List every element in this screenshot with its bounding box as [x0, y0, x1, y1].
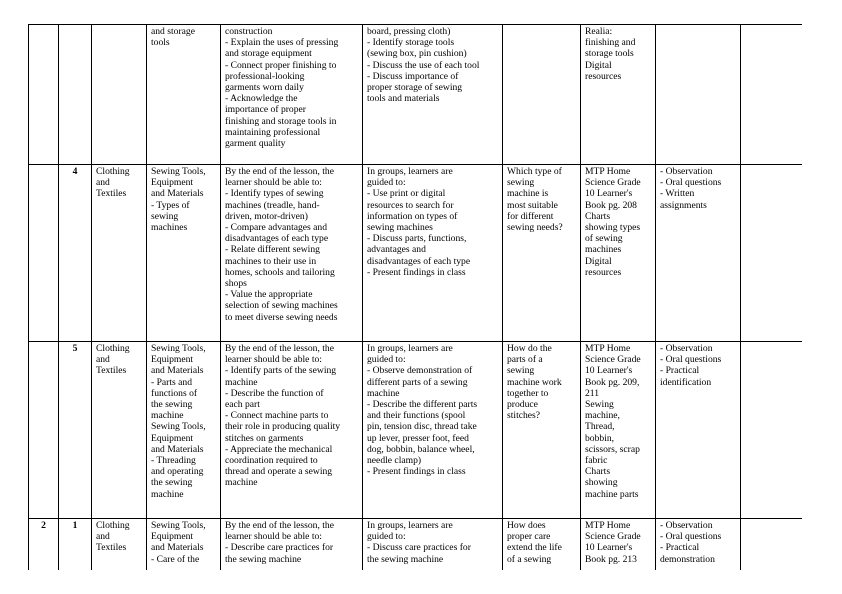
- remarks-cell: [741, 165, 803, 342]
- cell-line: By the end of the lesson, the: [225, 166, 334, 177]
- cell-line: - Oral questions: [660, 531, 722, 543]
- cell-line: - Connect proper finishing to: [225, 59, 337, 71]
- strand-cell: [92, 519, 147, 571]
- lesson-cell: 5: [59, 342, 92, 519]
- table-row: [29, 25, 803, 165]
- cell-line: sewing machines: [367, 222, 433, 234]
- cell-line: Book pg. 213: [585, 553, 637, 565]
- cell-line: disadvantages of each type: [225, 233, 329, 245]
- cell-line: machine parts: [585, 488, 639, 500]
- cell-line: Science Grade: [585, 531, 641, 543]
- cell-line: Clothing: [96, 520, 130, 531]
- cell-line: Textiles: [96, 365, 127, 377]
- cell-line: proper storage of sewing: [367, 82, 463, 94]
- cell-line: each part: [225, 399, 260, 411]
- cell-line: How do the: [507, 343, 552, 354]
- cell-line: machine: [151, 488, 184, 500]
- key-inquiry-question-cell: [503, 25, 581, 165]
- cell-line: coordination required to: [225, 455, 318, 467]
- cell-line: - Present findings in class: [367, 466, 466, 478]
- cell-line: proper care: [507, 531, 551, 543]
- cell-line: Equipment: [151, 354, 194, 366]
- cell-line: up lever, presser foot, feed: [367, 432, 469, 444]
- cell-line: bobbin,: [585, 432, 615, 444]
- cell-line: the sewing: [151, 477, 193, 489]
- cell-line: - Present findings in class: [367, 266, 466, 278]
- cell-line: learner should be able to:: [225, 531, 322, 543]
- cell-line: storage tools: [585, 48, 634, 60]
- scheme-of-work-table: [28, 24, 802, 570]
- cell-line: Equipment: [151, 432, 194, 444]
- cell-line: and: [96, 177, 110, 189]
- learning-outcomes-cell: [221, 342, 363, 519]
- learning-experiences-cell: [363, 342, 503, 519]
- cell-line: - Acknowledge the: [225, 93, 298, 105]
- cell-line: 10 Learner's: [585, 542, 633, 554]
- cell-line: machines (treadle, hand-: [225, 199, 320, 211]
- cell-line: - Describe care practices for: [225, 542, 334, 554]
- cell-line: and Materials: [151, 542, 204, 554]
- cell-line: Which type of: [507, 166, 562, 177]
- cell-line: stitches?: [507, 410, 541, 422]
- cell-line: - Care of the: [151, 553, 200, 565]
- cell-line: the sewing machine: [367, 553, 444, 565]
- learning-experiences-cell: [363, 519, 503, 571]
- cell-line: - Describe the function of: [225, 387, 324, 399]
- cell-line: - Discuss parts, functions,: [367, 233, 467, 245]
- cell-line: different parts of a sewing: [367, 376, 468, 388]
- cell-line: Clothing: [96, 166, 130, 177]
- cell-line: together to: [507, 387, 549, 399]
- cell-line: machine: [151, 410, 184, 422]
- cell-line: fabric: [585, 455, 608, 467]
- cell-line: Digital: [585, 255, 612, 267]
- lesson-cell: 4: [59, 165, 92, 342]
- cell-line: - Types of: [151, 199, 190, 211]
- cell-line: - Discuss importance of: [367, 70, 459, 82]
- cell-line: How does: [507, 520, 546, 531]
- cell-line: guided to:: [367, 354, 406, 366]
- cell-line: - Observation: [660, 520, 713, 531]
- cell-line: disadvantages of each type: [367, 255, 471, 267]
- cell-line: By the end of the lesson, the: [225, 520, 334, 531]
- learning-experiences-cell: [363, 165, 503, 342]
- cell-line: - Oral questions: [660, 177, 722, 189]
- cell-line: sewing needs?: [507, 222, 563, 234]
- assessment-cell: [656, 342, 741, 519]
- cell-line: - Connect machine parts to: [225, 410, 329, 422]
- cell-line: Realia:: [585, 26, 613, 37]
- cell-line: finishing and storage tools in: [225, 115, 337, 127]
- cell-line: maintaining professional: [225, 126, 321, 138]
- cell-line: - Identify parts of the sewing: [225, 365, 337, 377]
- cell-line: dog, bobbin, balance wheel,: [367, 443, 475, 455]
- cell-line: garment quality: [225, 138, 286, 150]
- assessment-cell: [656, 519, 741, 571]
- cell-line: guided to:: [367, 531, 406, 543]
- cell-line: Sewing Tools,: [151, 343, 206, 354]
- cell-line: - Identify types of sewing: [225, 188, 324, 200]
- cell-line: In groups, learners are: [367, 166, 453, 177]
- cell-line: resources: [585, 70, 622, 82]
- cell-line: - Relate different sewing: [225, 244, 320, 256]
- table-row: [29, 342, 803, 519]
- cell-line: - Practical: [660, 365, 700, 377]
- cell-line: machine: [225, 477, 258, 489]
- cell-line: Digital: [585, 59, 612, 71]
- cell-line: Sewing Tools,: [151, 520, 206, 531]
- learning-outcomes-cell: [221, 25, 363, 165]
- week-cell: [29, 342, 59, 519]
- cell-line: - Compare advantages and: [225, 222, 328, 234]
- cell-line: tools: [151, 37, 170, 49]
- cell-line: 211: [585, 387, 600, 399]
- cell-line: - Discuss care practices for: [367, 542, 471, 554]
- cell-line: the sewing machine: [225, 553, 302, 565]
- assessment-cell: [656, 165, 741, 342]
- cell-line: - Explain the uses of pressing: [225, 37, 339, 49]
- cell-line: garments worn daily: [225, 82, 304, 94]
- cell-line: the sewing: [151, 399, 193, 411]
- cell-line: Charts: [585, 210, 611, 222]
- remarks-cell: [741, 25, 803, 165]
- remarks-cell: [741, 342, 803, 519]
- key-inquiry-question-cell: [503, 342, 581, 519]
- cell-line: - Observation: [660, 166, 713, 177]
- cell-line: machine: [367, 387, 400, 399]
- learning-outcomes-cell: [221, 519, 363, 571]
- cell-line: 10 Learner's: [585, 365, 633, 377]
- cell-line: Textiles: [96, 542, 127, 554]
- learning-outcomes-cell: [221, 165, 363, 342]
- cell-line: machine: [225, 376, 258, 388]
- cell-line: machines: [585, 244, 622, 256]
- cell-line: 10 Learner's: [585, 188, 633, 200]
- learning-resources-cell: [581, 165, 656, 342]
- cell-line: and Materials: [151, 443, 204, 455]
- cell-line: - Use print or digital: [367, 188, 446, 200]
- cell-line: - Observe demonstration of: [367, 365, 473, 377]
- cell-line: pin, tension disc, thread take: [367, 421, 477, 433]
- cell-line: their role in producing quality: [225, 421, 341, 433]
- cell-line: and storage: [151, 26, 195, 37]
- sub-strand-cell: [147, 25, 221, 165]
- cell-line: of a sewing: [507, 553, 552, 565]
- cell-line: extend the life: [507, 542, 562, 554]
- cell-line: MTP Home: [585, 166, 631, 177]
- week-cell: 2: [29, 519, 59, 571]
- cell-line: shops: [225, 278, 247, 290]
- cell-line: selection of sewing machines: [225, 300, 338, 312]
- cell-line: guided to:: [367, 177, 406, 189]
- cell-line: - Practical: [660, 542, 700, 554]
- cell-line: finishing and: [585, 37, 636, 49]
- cell-line: machine is: [507, 188, 549, 200]
- scheme-of-work-page: [28, 24, 802, 570]
- learning-resources-cell: [581, 519, 656, 571]
- cell-line: By the end of the lesson, the: [225, 343, 334, 354]
- cell-line: MTP Home: [585, 520, 631, 531]
- cell-line: parts of a: [507, 354, 543, 366]
- cell-line: Equipment: [151, 531, 194, 543]
- cell-line: stitches on garments: [225, 432, 304, 444]
- cell-line: Sewing Tools,: [151, 166, 206, 177]
- cell-line: and storage equipment: [225, 48, 312, 60]
- cell-line: assignments: [660, 199, 707, 211]
- cell-line: - Discuss the use of each tool: [367, 59, 480, 71]
- cell-line: driven, motor-driven): [225, 210, 308, 222]
- cell-line: board, pressing cloth): [367, 26, 451, 37]
- sub-strand-cell: [147, 519, 221, 571]
- cell-line: Clothing: [96, 343, 130, 354]
- cell-line: In groups, learners are: [367, 343, 453, 354]
- key-inquiry-question-cell: [503, 165, 581, 342]
- cell-line: identification: [660, 376, 712, 388]
- lesson-cell: [59, 25, 92, 165]
- cell-line: (sewing box, pin cushion): [367, 48, 467, 60]
- cell-line: Book pg. 208: [585, 199, 637, 211]
- cell-line: - Describe the different parts: [367, 399, 478, 411]
- cell-line: In groups, learners are: [367, 520, 453, 531]
- cell-line: learner should be able to:: [225, 177, 322, 189]
- cell-line: resources: [585, 266, 622, 278]
- cell-line: Textiles: [96, 188, 127, 200]
- cell-line: Charts: [585, 466, 611, 478]
- cell-line: MTP Home: [585, 343, 631, 354]
- cell-line: machine work: [507, 376, 562, 388]
- assessment-cell: [656, 25, 741, 165]
- cell-line: and operating: [151, 466, 204, 478]
- cell-line: Sewing: [585, 399, 614, 411]
- cell-line: most suitable: [507, 199, 558, 211]
- cell-line: Sewing Tools,: [151, 421, 206, 433]
- cell-line: sewing: [507, 177, 535, 189]
- cell-line: and: [96, 354, 110, 366]
- cell-line: - Written: [660, 188, 695, 200]
- cell-line: machines: [151, 222, 188, 234]
- learning-resources-cell: [581, 342, 656, 519]
- table-row: [29, 519, 803, 571]
- cell-line: produce: [507, 399, 538, 411]
- cell-line: resources to search for: [367, 199, 454, 211]
- cell-line: information on types of: [367, 210, 458, 222]
- cell-line: Book pg. 209,: [585, 376, 640, 388]
- cell-line: Thread,: [585, 421, 615, 433]
- cell-line: - Identify storage tools: [367, 37, 455, 49]
- strand-cell: [92, 25, 147, 165]
- cell-line: and Materials: [151, 365, 204, 377]
- cell-line: professional-looking: [225, 70, 305, 82]
- cell-line: - Parts and: [151, 376, 193, 388]
- cell-line: Science Grade: [585, 354, 641, 366]
- week-cell: [29, 25, 59, 165]
- cell-line: learner should be able to:: [225, 354, 322, 366]
- strand-cell: [92, 342, 147, 519]
- cell-line: Science Grade: [585, 177, 641, 189]
- cell-line: sewing: [151, 210, 179, 222]
- cell-line: - Threading: [151, 455, 196, 467]
- week-cell: [29, 165, 59, 342]
- cell-line: functions of: [151, 387, 198, 399]
- cell-line: for different: [507, 210, 554, 222]
- learning-resources-cell: [581, 25, 656, 165]
- cell-line: construction: [225, 26, 273, 37]
- lesson-cell: 1: [59, 519, 92, 571]
- cell-line: machine,: [585, 410, 620, 422]
- cell-line: - Value the appropriate: [225, 289, 313, 301]
- cell-line: thread and operate a sewing: [225, 466, 333, 478]
- cell-line: and: [96, 531, 110, 543]
- cell-line: - Appreciate the mechanical: [225, 443, 333, 455]
- remarks-cell: [741, 519, 803, 571]
- sub-strand-cell: [147, 165, 221, 342]
- cell-line: scissors, scrap: [585, 443, 640, 455]
- cell-line: sewing: [507, 365, 535, 377]
- cell-line: needle clamp): [367, 455, 422, 467]
- cell-line: homes, schools and tailoring: [225, 266, 335, 278]
- cell-line: advantages and: [367, 244, 426, 256]
- cell-line: - Oral questions: [660, 354, 722, 366]
- strand-cell: [92, 165, 147, 342]
- cell-line: Equipment: [151, 177, 194, 189]
- table-row: [29, 165, 803, 342]
- cell-line: of sewing: [585, 233, 623, 245]
- cell-line: showing types: [585, 222, 641, 234]
- cell-line: demonstration: [660, 553, 715, 565]
- sub-strand-cell: [147, 342, 221, 519]
- learning-experiences-cell: [363, 25, 503, 165]
- cell-line: machines to their use in: [225, 255, 317, 267]
- cell-line: - Observation: [660, 343, 713, 354]
- cell-line: showing: [585, 477, 618, 489]
- key-inquiry-question-cell: [503, 519, 581, 571]
- cell-line: importance of proper: [225, 104, 306, 116]
- cell-line: and their functions (spool: [367, 410, 466, 422]
- cell-line: tools and materials: [367, 93, 440, 105]
- cell-line: to meet diverse sewing needs: [225, 311, 338, 323]
- cell-line: and Materials: [151, 188, 204, 200]
